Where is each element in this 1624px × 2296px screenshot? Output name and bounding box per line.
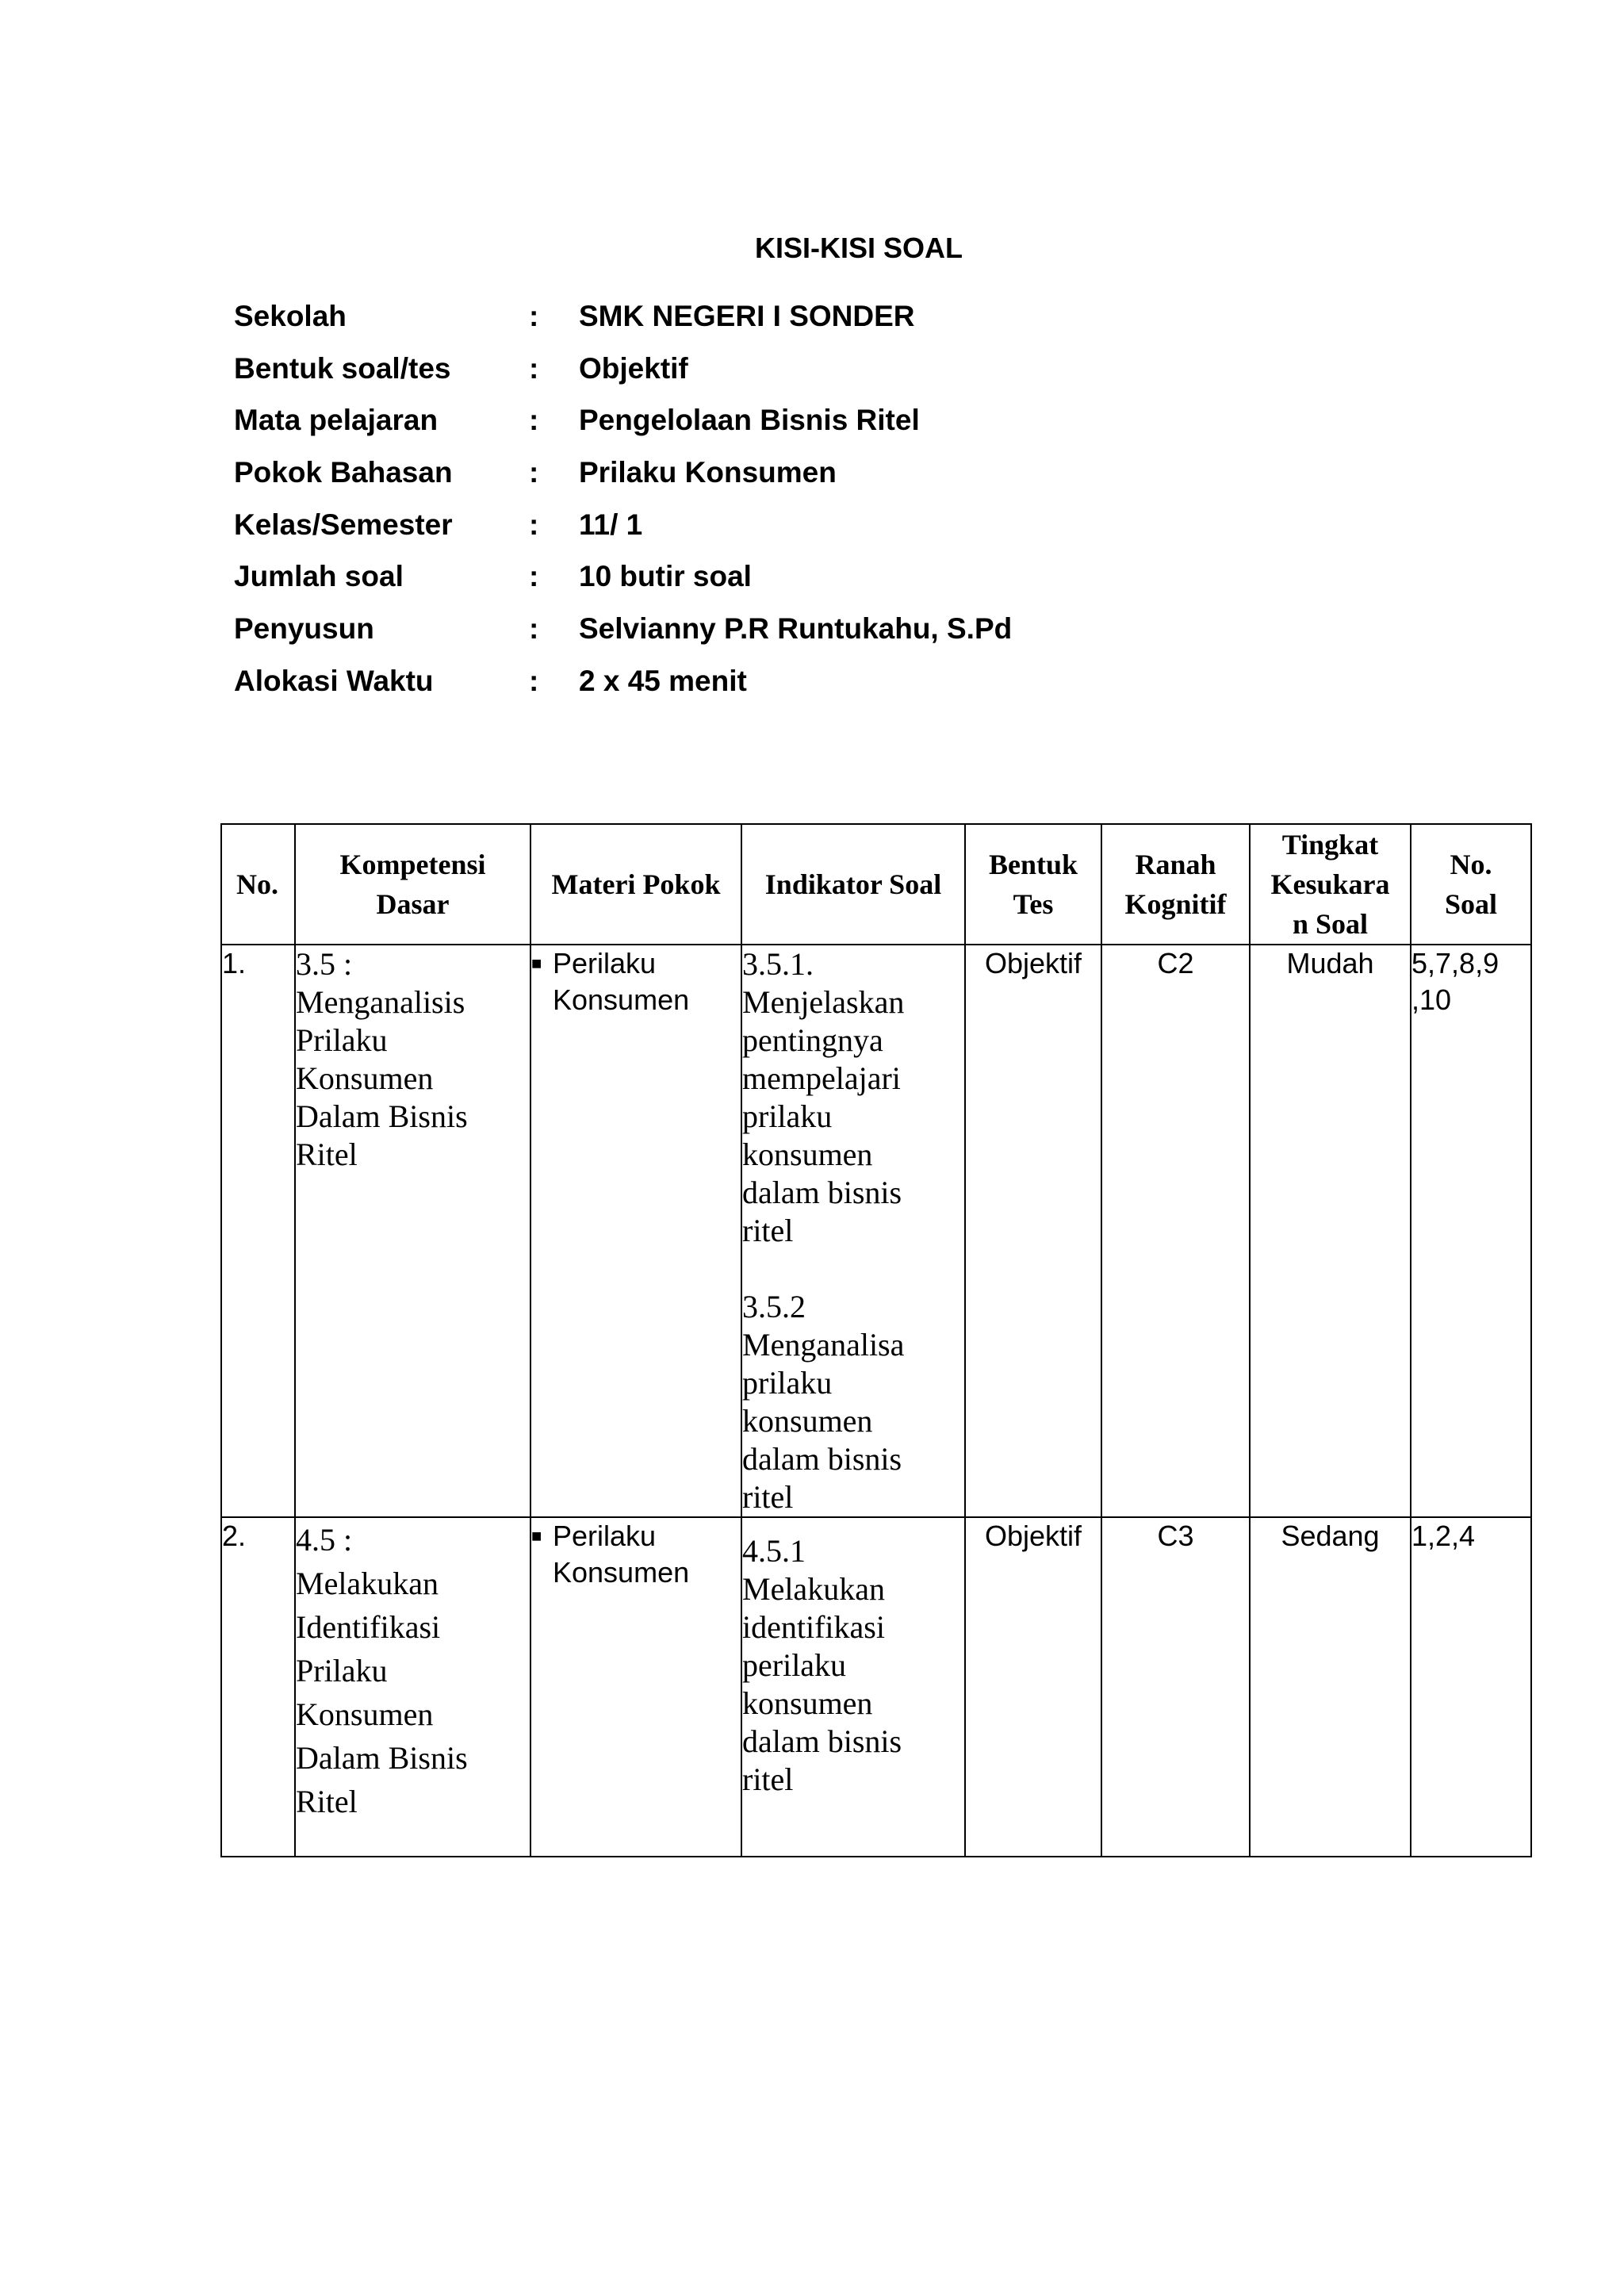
table-header-row <box>221 824 1531 945</box>
info-label: Pokok Bahasan <box>234 456 453 489</box>
cell-tingkat-kesukaran: Sedang <box>1250 1517 1411 1857</box>
info-value: 10 butir soal <box>579 560 752 593</box>
cell-kompetensi-dasar: 3.5 : Menganalisis Prilaku Konsumen Dalam Bisnis Ritel <box>295 945 530 1517</box>
header-ranah-kognitif: Ranah Kognitif <box>1101 824 1250 945</box>
info-colon: : <box>529 664 539 697</box>
info-colon: : <box>529 300 539 332</box>
header-tingkat-kesukaran: Tingkat Kesukara n Soal <box>1250 824 1411 945</box>
info-colon: : <box>529 404 539 437</box>
cell-bentuk-tes: Objektif <box>965 1517 1101 1857</box>
info-value: 11/ 1 <box>579 508 643 541</box>
info-value: SMK NEGERI I SONDER <box>579 300 915 332</box>
header-no-soal: No. Soal <box>1411 824 1531 945</box>
info-colon: : <box>529 508 539 541</box>
info-label: Mata pelajaran <box>234 404 439 437</box>
info-value: Objektif <box>579 351 688 385</box>
square-bullet-icon: ■ <box>531 953 542 973</box>
info-value: Prilaku Konsumen <box>579 456 837 489</box>
page-title: KISI-KISI SOAL <box>754 232 963 264</box>
info-colon: : <box>529 612 539 646</box>
info-label: Bentuk soal/tes <box>234 351 451 385</box>
info-label: Jumlah soal <box>234 560 404 593</box>
info-label: Penyusun <box>234 612 374 646</box>
header-indikator-soal: Indikator Soal <box>741 824 965 945</box>
table-row <box>221 945 1531 1517</box>
cell-no-soal: 5,7,8,9 ,10 <box>1411 945 1531 1517</box>
cell-indikator-soal: 3.5.1. Menjelaskan pentingnya mempelajari prilaku konsumen dalam bisnis ritel 3.5.2 Menganalisa prilaku konsumen dalam bisnis ritel <box>741 945 965 1517</box>
info-label: Sekolah <box>234 300 347 332</box>
table-row <box>221 1517 1531 1857</box>
kisi-kisi-table <box>220 823 1532 1857</box>
square-bullet-icon: ■ <box>531 1526 542 1546</box>
cell-no-soal: 1,2,4 <box>1411 1517 1531 1857</box>
cell-materi-pokok: ■ Perilaku Konsumen <box>530 945 741 1517</box>
info-label: Alokasi Waktu <box>234 664 434 697</box>
info-colon: : <box>529 456 539 489</box>
cell-kompetensi-dasar: 4.5 : Melakukan Identifikasi Prilaku Konsumen Dalam Bisnis Ritel <box>295 1517 530 1857</box>
info-colon: : <box>529 560 539 593</box>
cell-bentuk-tes: Objektif <box>965 945 1101 1517</box>
info-value: Selvianny P.R Runtukahu, S.Pd <box>579 612 1013 646</box>
cell-materi-pokok: ■ Perilaku Konsumen <box>530 1517 741 1857</box>
header-bentuk-tes: Bentuk Tes <box>965 824 1101 945</box>
header-materi-pokok: Materi Pokok <box>530 824 741 945</box>
cell-no: 2. <box>221 1517 295 1857</box>
cell-no: 1. <box>221 945 295 1517</box>
cell-ranah-kognitif: C2 <box>1101 945 1250 1517</box>
info-label: Kelas/Semester <box>234 508 453 541</box>
cell-indikator-soal: 4.5.1 Melakukan identifikasi perilaku konsumen dalam bisnis ritel <box>741 1517 965 1857</box>
info-value: 2 x 45 menit <box>579 664 747 697</box>
cell-tingkat-kesukaran: Mudah <box>1250 945 1411 1517</box>
header-kompetensi-dasar: Kompetensi Dasar <box>295 824 530 945</box>
cell-ranah-kognitif: C3 <box>1101 1517 1250 1857</box>
info-value: Pengelolaan Bisnis Ritel <box>579 404 920 437</box>
header-no: No. <box>221 824 295 945</box>
info-colon: : <box>529 351 539 385</box>
